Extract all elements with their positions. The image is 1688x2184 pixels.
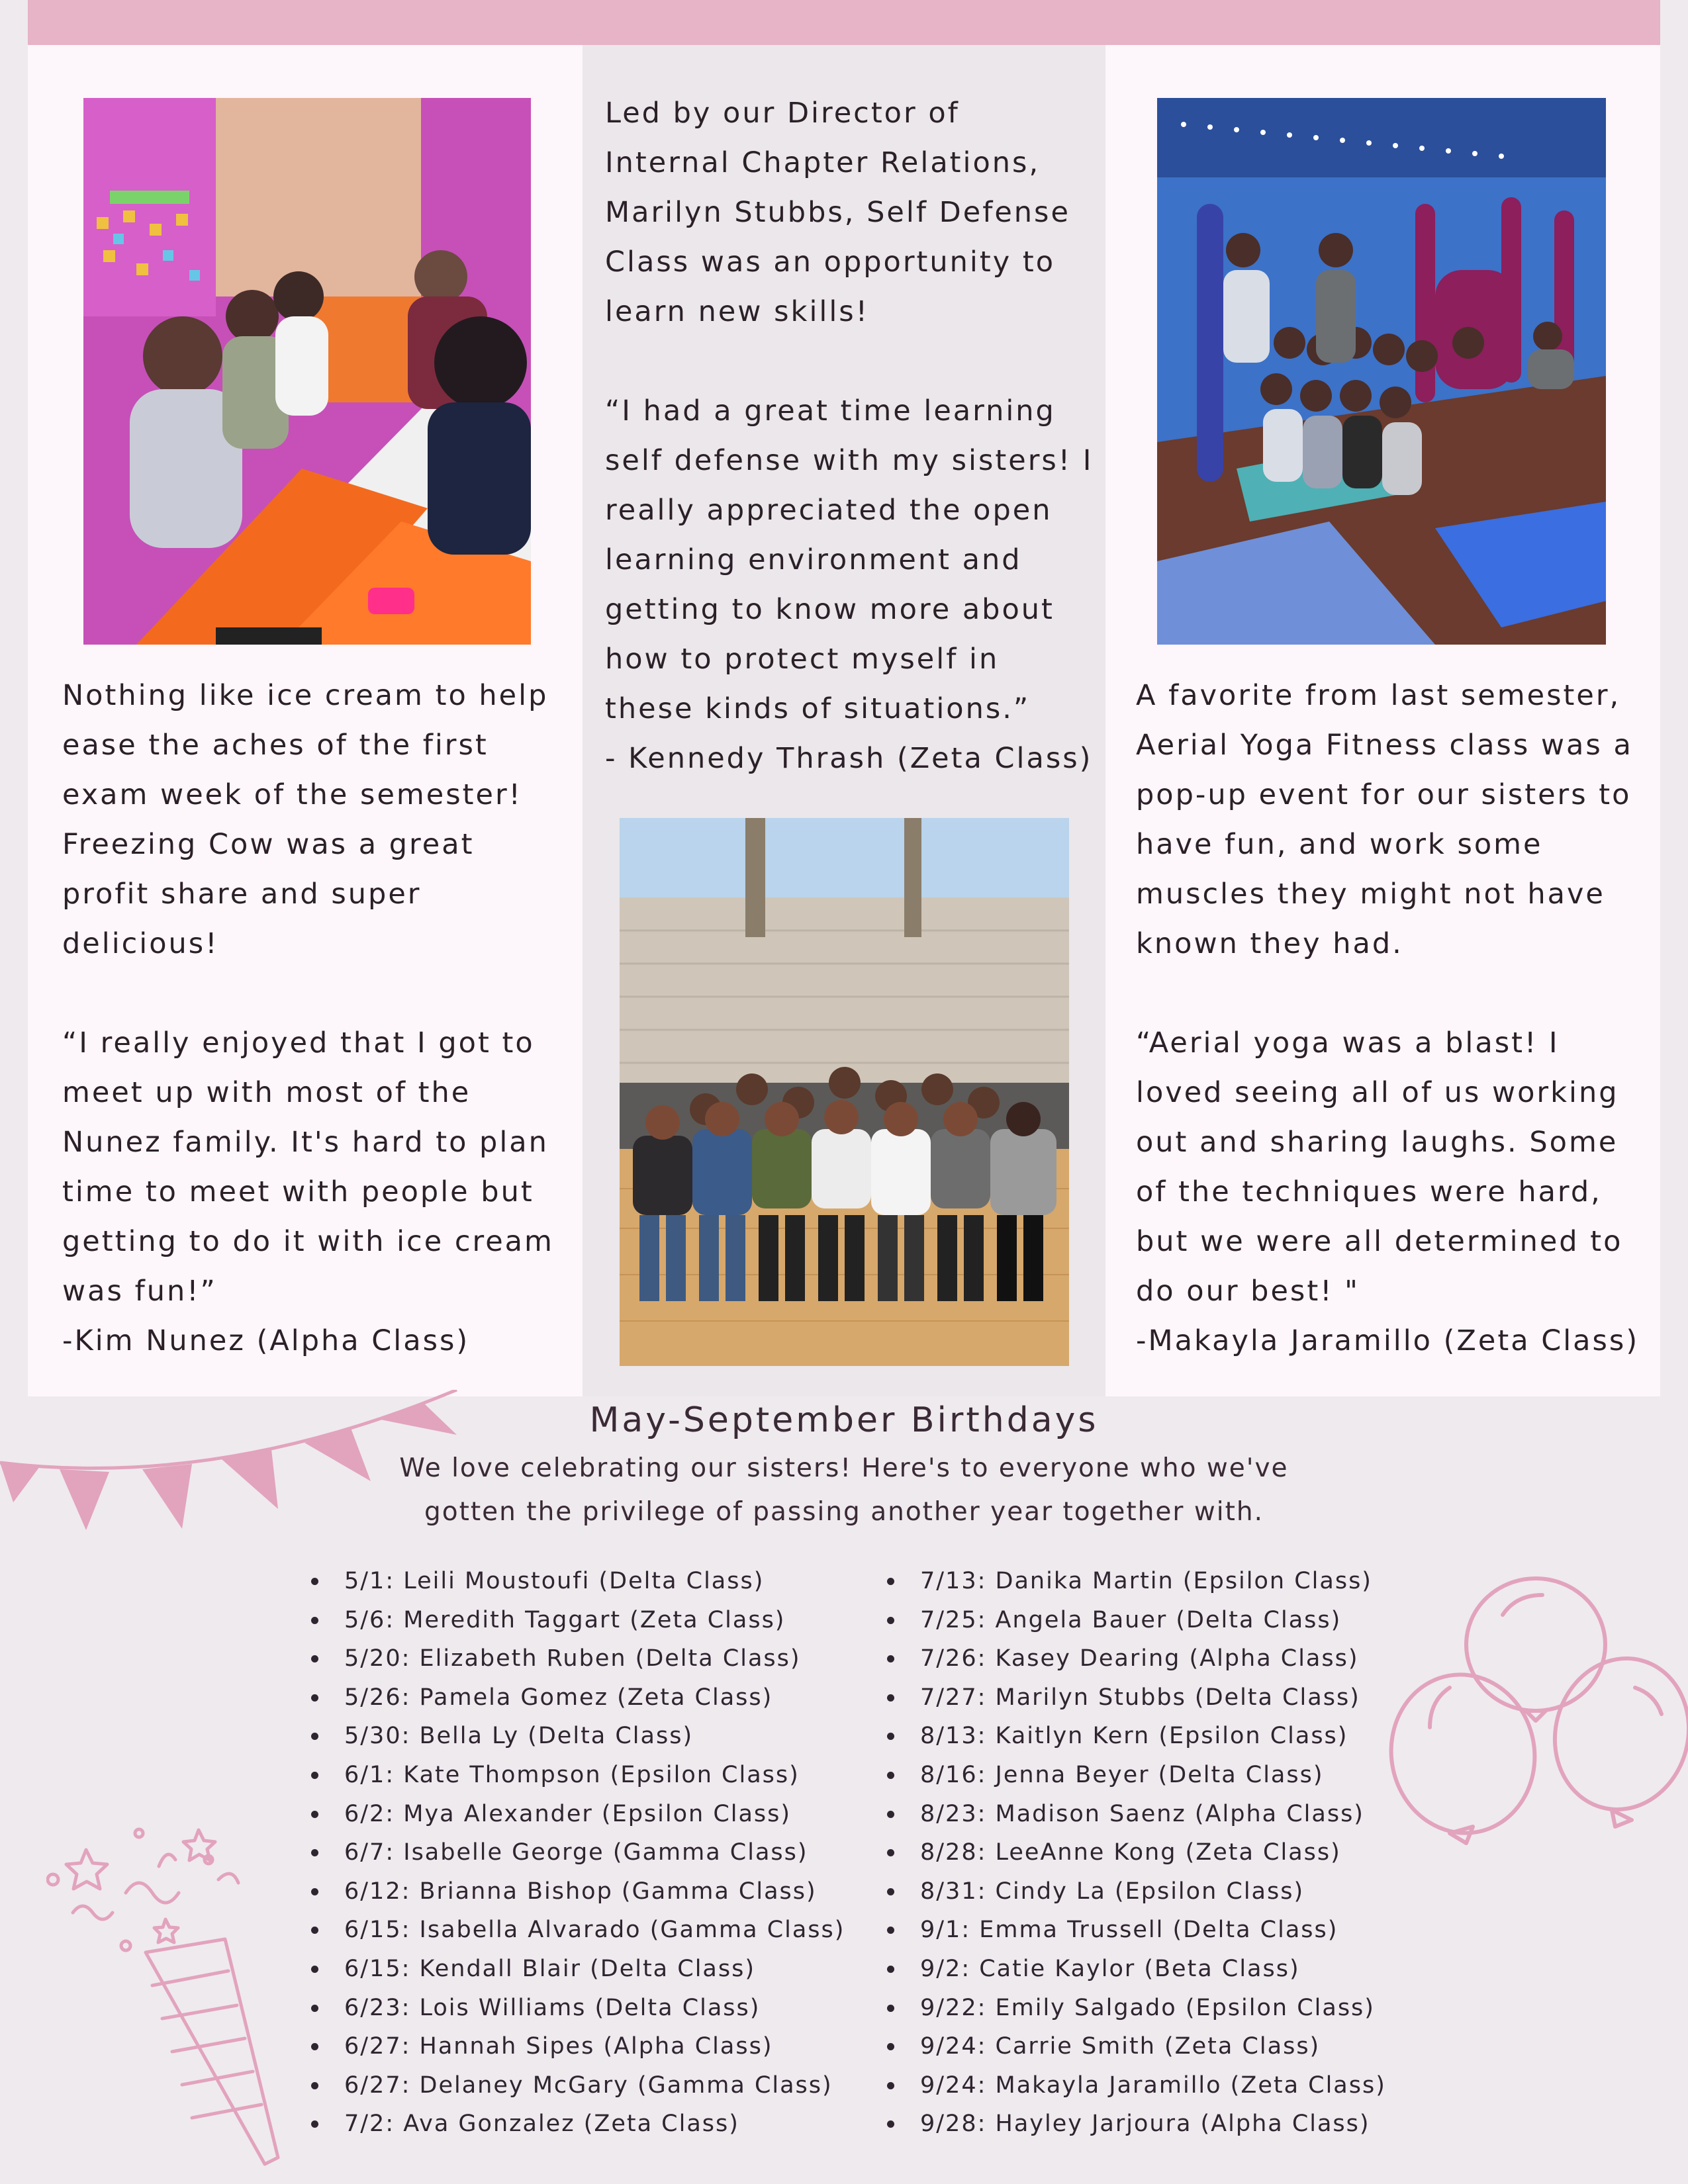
list-item: 9/1: Emma Trussell (Delta Class) bbox=[887, 1911, 1386, 1950]
birthday-list-left bbox=[311, 1562, 845, 2144]
list-item: 8/23: Madison Saenz (Alpha Class) bbox=[887, 1795, 1386, 1834]
list-item: 6/15: Isabella Alvarado (Gamma Class) bbox=[311, 1911, 845, 1950]
top-accent-band bbox=[28, 0, 1660, 45]
list-item: 5/30: Bella Ly (Delta Class) bbox=[311, 1717, 845, 1756]
birthday-list-right bbox=[887, 1562, 1386, 2144]
ice-cream-social-caption: Nothing like ice cream to help ease the aches of the first exam week of the semester! Freezing Cow was a great profit share and super delicious! “I really enjoyed that I got to meet up with most of the Nunez family. It's hard to plan time to meet with people but getting to do it with ice cream was fun!” -Kim Nunez (Alpha Class) bbox=[62, 679, 554, 1357]
list-item: 6/12: Brianna Bishop (Gamma Class) bbox=[311, 1872, 845, 1911]
list-item: 7/13: Danika Martin (Epsilon Class) bbox=[887, 1562, 1386, 1601]
birthdays-title: May-September Birthdays bbox=[589, 1400, 1099, 1440]
list-item: 7/25: Angela Bauer (Delta Class) bbox=[887, 1601, 1386, 1640]
list-item: 9/28: Hayley Jarjoura (Alpha Class) bbox=[887, 2105, 1386, 2144]
balloons-icon bbox=[1383, 1575, 1688, 1873]
list-item: 6/23: Lois Williams (Delta Class) bbox=[311, 1989, 845, 2028]
list-item: 5/6: Meredith Taggart (Zeta Class) bbox=[311, 1601, 845, 1640]
list-item: 8/28: LeeAnne Kong (Zeta Class) bbox=[887, 1833, 1386, 1872]
list-item: 6/15: Kendall Blair (Delta Class) bbox=[311, 1950, 845, 1989]
aerial-yoga-photo bbox=[1157, 98, 1606, 645]
list-item: 9/2: Catie Kaylor (Beta Class) bbox=[887, 1950, 1386, 1989]
list-item: 6/27: Delaney McGary (Gamma Class) bbox=[311, 2066, 845, 2105]
list-item: 5/1: Leili Moustoufi (Delta Class) bbox=[311, 1562, 845, 1601]
list-item: 9/24: Makayla Jaramillo (Zeta Class) bbox=[887, 2066, 1386, 2105]
self-defense-class-photo bbox=[620, 818, 1069, 1366]
birthdays-intro: We love celebrating our sisters! Here's to everyone who we've gotten the privilege of passing another year together with. bbox=[399, 1453, 1289, 1527]
list-item: 9/22: Emily Salgado (Epsilon Class) bbox=[887, 1989, 1386, 2028]
list-item: 8/13: Kaitlyn Kern (Epsilon Class) bbox=[887, 1717, 1386, 1756]
list-item: 6/7: Isabelle George (Gamma Class) bbox=[311, 1833, 845, 1872]
aerial-yoga-caption: A favorite from last semester, Aerial Yoga Fitness class was a pop-up event for our sisters to have fun, and work some muscles they might not have known they had. “Aerial yoga was a blast! I loved seeing all of us working out and sharing laughs. Some of the techniques were hard, but we were all determined to do our best! " -Makayla Jaramillo (Zeta Class) bbox=[1136, 679, 1640, 1357]
list-item: 8/16: Jenna Beyer (Delta Class) bbox=[887, 1756, 1386, 1795]
list-item: 6/2: Mya Alexander (Epsilon Class) bbox=[311, 1795, 845, 1834]
self-defense-class-caption: Led by our Director of Internal Chapter Relations, Marilyn Stubbs, Self Defense Class was an opportunity to learn new skills! “I had a great time learning self defense with my sisters! I really appreciated the open learning environment and getting to know more about how to protect myself in these kinds of situations.” - Kennedy Thrash (Zeta Class) bbox=[605, 97, 1094, 775]
list-item: 5/26: Pamela Gomez (Zeta Class) bbox=[311, 1678, 845, 1717]
list-item: 5/20: Elizabeth Ruben (Delta Class) bbox=[311, 1639, 845, 1678]
list-item: 8/31: Cindy La (Epsilon Class) bbox=[887, 1872, 1386, 1911]
list-item: 9/24: Carrie Smith (Zeta Class) bbox=[887, 2027, 1386, 2066]
ice-cream-social-photo bbox=[83, 98, 531, 645]
list-item: 7/26: Kasey Dearing (Alpha Class) bbox=[887, 1639, 1386, 1678]
list-item: 7/27: Marilyn Stubbs (Delta Class) bbox=[887, 1678, 1386, 1717]
list-item: 6/1: Kate Thompson (Epsilon Class) bbox=[311, 1756, 845, 1795]
list-item: 7/2: Ava Gonzalez (Zeta Class) bbox=[311, 2105, 845, 2144]
party-popper-icon bbox=[46, 1820, 285, 2177]
list-item: 6/27: Hannah Sipes (Alpha Class) bbox=[311, 2027, 845, 2066]
